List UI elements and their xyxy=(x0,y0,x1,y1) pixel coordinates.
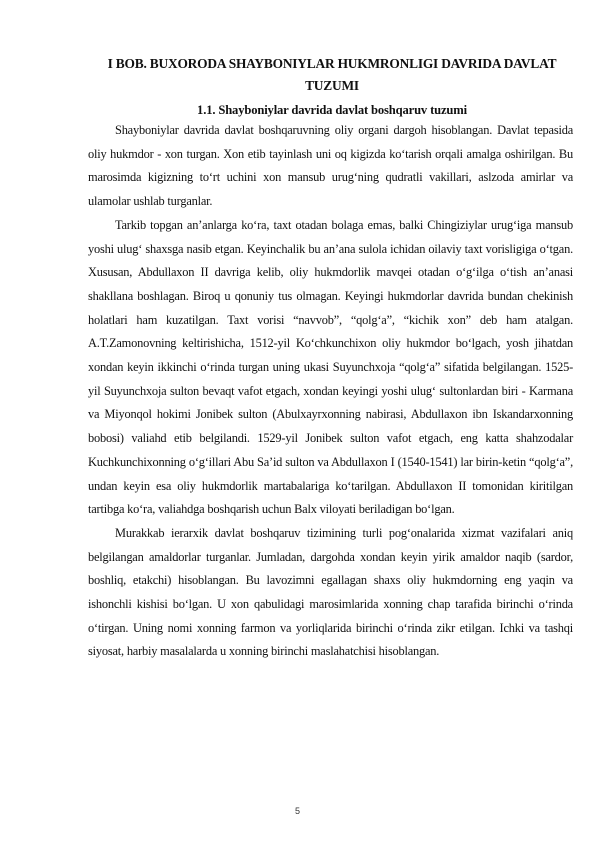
paragraph-3: Murakkab ierarxik davlat boshqaruv tizimining turli pog‘onalarida xizmat vazifalari aniq belgilangan amaldorlar turganlar. Jumladan, dargohda xondan keyin yirik amaldor naqib (sardor, boshliq, etakchi) hisoblangan. Bu lavozimni egallagan shaxs oliy hukmdorning eng yaqin va ishonchli kishisi bo‘lgan. U xon qabulidagi marosimlarida xonning chap tarafida birinchi o‘rinda o‘tirgan. Uning nomi xonning farmon va yorliqlarida birinchi o‘rinda zikr etilgan. Ichki va tashqi siyosat, harbiy masalalarda u xonning birinchi maslahatchisi hisoblangan. xyxy=(88,525,573,659)
paragraph-1: Shayboniylar davrida davlat boshqaruvning oliy organi dargoh hisoblangan. Davlat tepasida oliy hukmdor - xon turgan. Xon etib tayinlash uni oq kigizda ko‘tarish orqali amalga oshirilgan. Bu marosimda kigizning to‘rt uchini xon mansub urug‘ning qudratli vakillari, aslzoda amirlar va ulamolar ushlab turganlar. xyxy=(88,123,573,209)
chapter-title: I BOB. BUXORODA SHAYBONIYLAR HUKMRONLIGI DAVRIDA DAVLAT TUZUMI xyxy=(107,56,557,93)
page-number: 5 xyxy=(294,806,300,816)
body-text xyxy=(88,119,573,664)
paragraph-2: Tarkib topgan an’anlarga ko‘ra, taxt otadan bolaga emas, balki Chingiziylar urug‘iga mansub yoshi ulug‘ shaxsga nasib etgan. Keyinchalik bu an’ana sulola ichidan oilaviy taxt vorisligiga o‘tgan. Xususan, Abdullaxon II davriga kelib, oliy hukmdorlik mavqei otadan o‘g‘ilga o‘tish an’anasi shakllana boshlagan. Biroq u qonuniy tus olmagan. Keyingi hukmdorlar davrida bundan chekinish holatlari ham kuzatilgan. Taxt vorisi “navvob”, “qolg‘a”, “kichik xon” deb ham atalgan. A.T.Zamonovning keltirishicha, 1512-yil Ko‘chkunchixon oliy hukmdor bo‘lgach, yosh jihatdan xondan keyin ikkinchi o‘rinda turgan uning ukasi Suyunchxoja “qolg‘a” sifatida belgilangan. 1525-yil Suyunchxoja sulton bevaqt vafot etgach, xondan keyingi yoshi ulug‘ sultonlardan biri - Karmana va Miyonqol hokimi Jonibek sulton (Abulxayrxonning nabirasi, Abdullaxon ibn Iskandarxonning bobosi) valiahd etib belgilandi. 1529-yil Jonibek sulton vafot etgach, eng katta shahzodalar Kuchkunchixonning o‘g‘illari Abu Sa’id sulton va Abdullaxon I (1540-1541) lar birin-ketin “qolg‘a”, undan keyin esa oliy hukmdorlik martabalariga ko‘tarilgan. Abdullaxon II tomonidan kiritilgan tartibga ko‘ra, valiahdga boshqarish uchun Balx viloyati beriladigan bo‘lgan. xyxy=(88,217,573,517)
section-title: 1.1. Shayboniylar davrida davlat boshqaruv tuzumi xyxy=(197,103,467,117)
